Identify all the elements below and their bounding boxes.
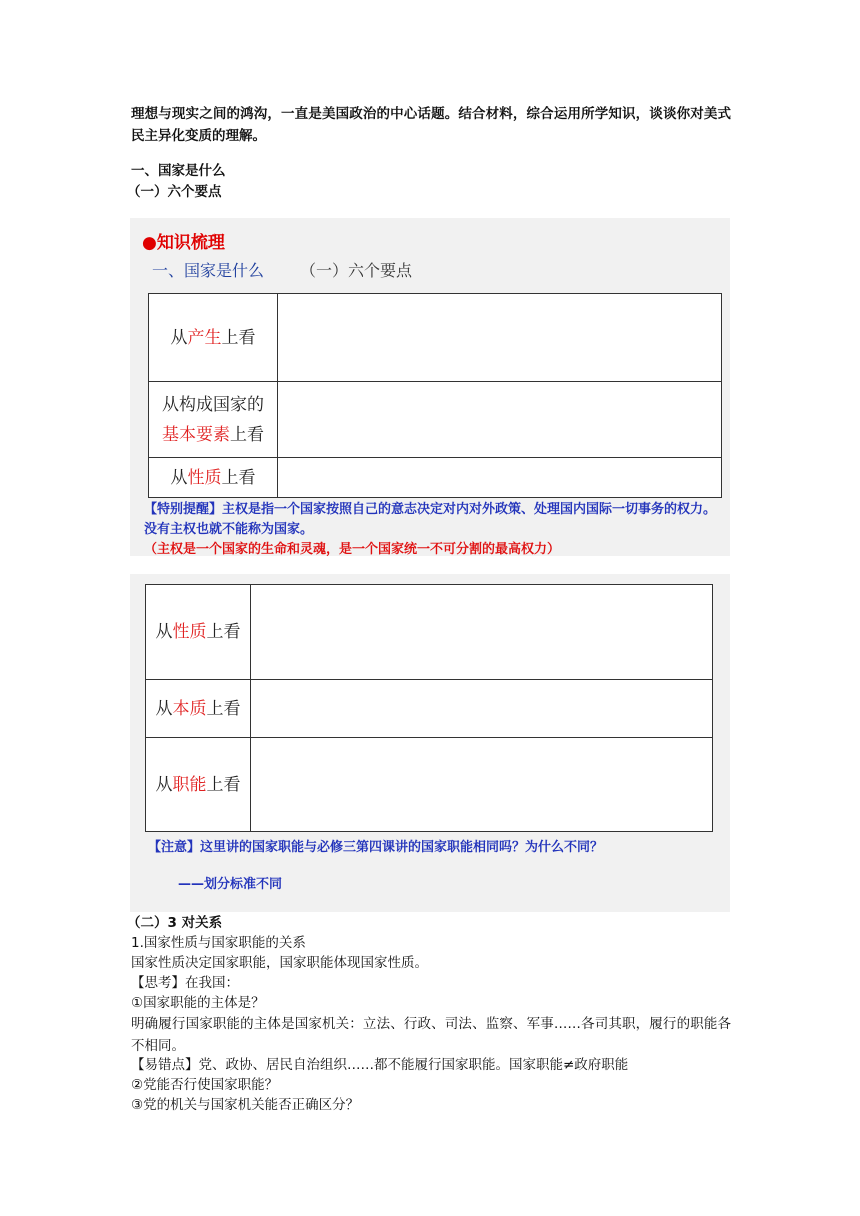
section-2-heading: （二）3 对关系 [127, 915, 223, 931]
six-points-table-2 [145, 584, 713, 832]
slide-subtitle-1: 一、国家是什么 [152, 261, 265, 280]
question-3: ③党的机关与国家机关能否正确区分？ [131, 1097, 360, 1113]
error-prone-point: 【易错点】党、政协、居民自治组织……都不能履行国家职能。国家职能≠政府职能 [131, 1057, 629, 1073]
row-label: 从职能上看 [146, 738, 251, 832]
table-row [146, 585, 713, 680]
relation-1-text: 国家性质决定国家职能，国家职能体现国家性质。 [131, 955, 428, 971]
intro-paragraph: 理想与现实之间的鸿沟，一直是美国政治的中心话题。结合材料，综合运用所学知识，谈谈你对美式民主异化变质的理解。 [131, 106, 731, 144]
six-points-table-1 [148, 293, 722, 498]
heading-1: 一、国家是什么 [131, 163, 226, 179]
table-row [146, 680, 713, 738]
question-1: ①国家职能的主体是？ [131, 995, 265, 1011]
table-row [149, 294, 722, 382]
relation-1-title: 1.国家性质与国家职能的关系 [131, 935, 306, 951]
slide-knowledge-1 [130, 218, 730, 556]
think-label: 【思考】在我国： [131, 975, 239, 991]
answer-cell [278, 382, 722, 458]
answer-cell [251, 680, 713, 738]
table-row [149, 458, 722, 498]
row-label: 从性质上看 [149, 458, 278, 498]
attention-answer: ——划分标准不同 [178, 877, 283, 892]
answer-cell [251, 738, 713, 832]
row-label: 从性质上看 [146, 585, 251, 680]
slide-knowledge-2 [130, 574, 730, 912]
question-2: ②党能否行使国家职能？ [131, 1077, 279, 1093]
slide-subtitle [152, 258, 412, 281]
answer-cell [278, 294, 722, 382]
table-row [149, 382, 722, 458]
heading-2: （一）六个要点 [127, 184, 222, 200]
answer-cell [251, 585, 713, 680]
attention-note: 【注意】这里讲的国家职能与必修三第四课讲的国家职能相同吗？为什么不同？ [148, 840, 604, 855]
special-reminder: 【特别提醒】主权是指一个国家按照自己的意志决定对内对外政策、处理国内国际一切事务的权力。没有主权也就不能称为国家。（主权是一个国家的生命和灵魂，是一个国家统一不可分割的最高权力） [144, 502, 717, 557]
slide-title: ●知识梳理 [142, 233, 225, 253]
answer-1: 明确履行国家职能的主体是国家机关：立法、行政、司法、监察、军事……各司其职，履行的职能各不相同。 [131, 1016, 731, 1054]
row-label: 从构成国家的 基本要素上看 [149, 382, 278, 458]
row-label: 从产生上看 [149, 294, 278, 382]
table-row [146, 738, 713, 832]
answer-cell [278, 458, 722, 498]
slide-subtitle-2: （一）六个要点 [300, 261, 413, 280]
row-label: 从本质上看 [146, 680, 251, 738]
